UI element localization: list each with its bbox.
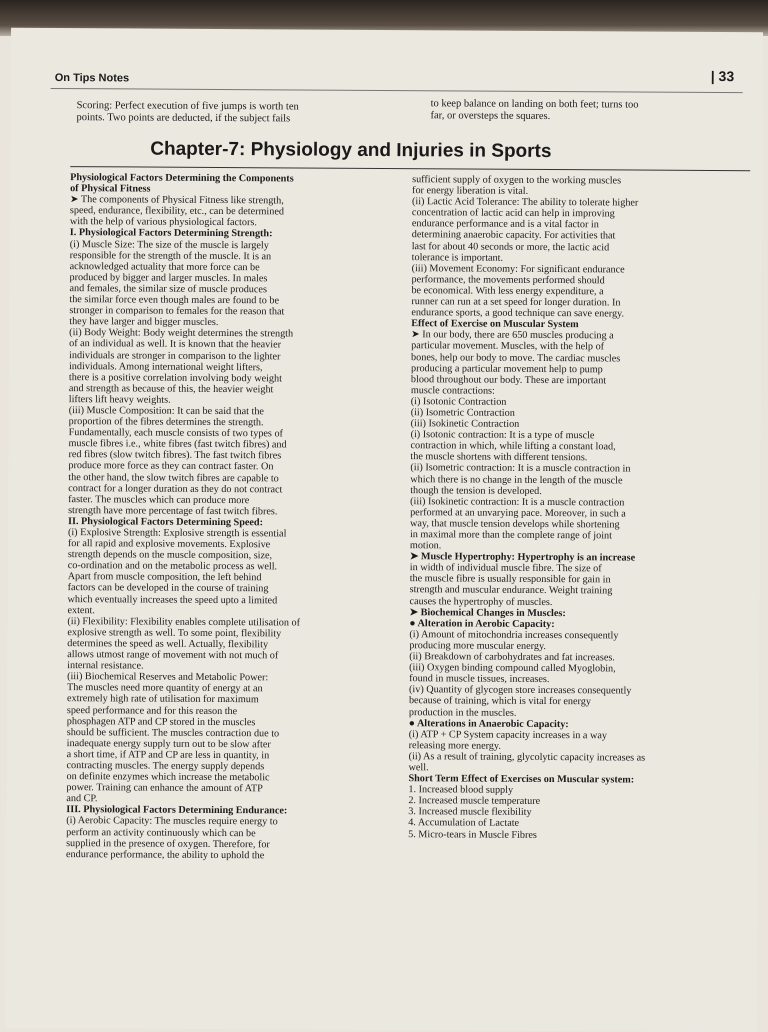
text-line: the muscle fibre is usually responsible for gain in: [409, 573, 611, 586]
text-line: contraction in which, while lifting a constant load,: [410, 440, 616, 453]
text-line: of Physical Fitness: [70, 183, 151, 195]
text-line: II. Physiological Factors Determining Speed:: [68, 515, 264, 529]
text-line: production in the muscles.: [408, 706, 517, 719]
text-line: produced by bigger and larger muscles. In males: [69, 271, 268, 285]
text-line: (iv) Quantity of glycogen store increases consequently: [408, 684, 632, 697]
text-line: extent.: [67, 604, 95, 616]
text-line: muscle fibres i.e., white fibres (fast twitch fibres) and: [68, 438, 287, 451]
text-line: points. Two points are deducted, if the subject fails: [76, 112, 291, 125]
text-line: endurance sports, a good technique can save energy.: [411, 307, 625, 320]
text-line: far, or oversteps the squares.: [430, 110, 551, 123]
text-line: way, that muscle tension develops while shortening: [410, 518, 620, 531]
text-line: factors can be developed in the course of training: [67, 582, 269, 595]
text-line: (iii) Isokinetic Contraction: [410, 418, 520, 430]
text-line: concentration of lactic acid can help in improving: [411, 207, 615, 220]
text-line: responsible for the strength of the muscle. It is an: [69, 249, 272, 262]
text-line: perform an activity continuously which can be: [66, 826, 256, 839]
text-line: 3. Increased muscle flexibility: [408, 806, 532, 819]
text-line: last for about 40 seconds or more, the lactic acid: [411, 240, 610, 253]
text-line: strength and muscular endurance. Weight training: [409, 584, 613, 597]
header-divider: [51, 88, 743, 93]
text-line: red fibres (slow twitch fibres). The fast twitch fibres: [68, 449, 282, 462]
text-line: ● Alterations in Anaerobic Capacity:: [408, 717, 569, 730]
text-line: individuals. Among international weight lifters,: [68, 360, 263, 373]
text-line: there is a positive correlation involving body weight: [68, 371, 283, 385]
text-line: (iii) Muscle Composition: It can be said that the: [68, 405, 264, 418]
text-line: bones, help our body to move. The cardiac muscles: [411, 351, 621, 364]
text-line: releasing more energy.: [408, 739, 501, 752]
text-line: I. Physiological Factors Determining Strength:: [69, 227, 273, 240]
text-line: ● Alteration in Aerobic Capacity:: [409, 617, 555, 630]
text-line: tolerance is important.: [411, 251, 504, 264]
text-line: internal resistance.: [67, 660, 144, 672]
text-line: (i) Isotonic Contraction: [410, 396, 507, 408]
text-line: performance, the movements performed should: [411, 274, 605, 287]
text-line: phosphagen ATP and CP stored in the muscles: [66, 715, 256, 728]
text-line: the other hand, the slow twitch fibres are capable to: [68, 471, 279, 484]
text-line: though the tension is developed.: [410, 484, 542, 497]
text-line: (ii) As a result of training, glycolytic capacity increases as: [408, 751, 646, 764]
text-line: and CP.: [66, 793, 98, 805]
text-line: power. Training can enhance the amount of ATP: [66, 782, 263, 795]
text-line: (ii) Body Weight: Body weight determines the strength: [69, 327, 294, 340]
text-line: speed performance and for this reason the: [66, 704, 238, 717]
text-line: sufficient supply of oxygen to the working muscles: [412, 174, 622, 187]
text-line: lifters lift heavy weights.: [68, 393, 171, 406]
text-line: be economical. With less energy expenditure, a: [411, 285, 604, 298]
text-line: a short time, if ATP and CP are less in quantity, in: [66, 748, 270, 762]
text-line: determining anaerobic capacity. For activities that: [411, 229, 616, 242]
text-line: for energy liberation is vital.: [412, 185, 529, 197]
text-line: Scoring: Perfect execution of five jumps is worth ten: [76, 100, 299, 113]
text-line: (iii) Oxygen binding compound called Myoglobin,: [409, 662, 616, 675]
text-line: contract for a longer duration as they do not contract: [68, 482, 283, 496]
text-line: proportion of the fibres determines the strength.: [68, 416, 264, 429]
text-line: and females, the similar size of muscle produces: [69, 283, 267, 296]
text-line: explosive strength as well. To some point, flexibility: [67, 626, 282, 640]
text-line: motion.: [409, 540, 442, 552]
page-number: | 33: [710, 67, 735, 85]
text-line: they have larger and bigger muscles.: [69, 316, 219, 329]
text-line: well.: [408, 762, 429, 774]
text-line: (iii) Movement Economy: For significant endurance: [411, 262, 625, 276]
right-column: [408, 174, 750, 842]
text-line: with the help of various physiological factors.: [69, 216, 257, 229]
text-line: performed at an unvarying pace. Moreover, in such a: [410, 506, 626, 520]
text-line: in width of individual muscle fibre. The size of: [409, 562, 602, 575]
text-line: produce more force as they can contract faster. On: [68, 460, 274, 473]
text-line: determines the speed as well. Actually, flexibility: [67, 638, 269, 651]
text-line: ➤ In our body, there are 650 muscles producing a: [411, 329, 614, 342]
text-line: (ii) Flexibility: Flexibility enables complete utilisation of: [67, 615, 301, 629]
text-line: in maximal more than the complete range of joint: [409, 529, 613, 542]
scoring-text: [76, 100, 376, 126]
text-line: speed, endurance, flexibility, etc., can be determined: [69, 205, 285, 218]
title-divider: [70, 166, 750, 171]
text-line: Short Term Effect of Exercises on Muscular system:: [408, 773, 635, 786]
text-line: Fundamentally, each muscle consists of two types of: [68, 427, 283, 440]
text-line: (ii) Isometric Contraction: [410, 407, 515, 419]
chapter-title: Chapter-7: Physiology and Injuries in Sports: [150, 138, 552, 163]
text-line: to keep balance on landing on both feet; turns too: [430, 98, 639, 111]
text-line: (i) Amount of mitochondria increases consequently: [409, 629, 619, 642]
text-line: 5. Micro-tears in Muscle Fibres: [408, 828, 537, 841]
text-line: runner can run at a set speed for longer duration. In: [411, 296, 621, 309]
text-line: ➤ The components of Physical Fitness like strength,: [69, 194, 284, 207]
text-line: Physiological Factors Determining the Components: [70, 172, 294, 185]
text-line: ➤ Muscle Hypertrophy: Hypertrophy is an increase: [409, 551, 636, 564]
text-line: contracting muscles. The energy supply depends: [66, 760, 265, 773]
text-line: Effect of Exercise on Muscular System: [411, 318, 579, 331]
text-line: (ii) Lactic Acid Tolerance: The ability to tolerate higher: [411, 196, 639, 209]
text-line: producing a particular movement help to pump: [410, 362, 603, 375]
text-line: inadequate energy supply turn out to be slow after: [66, 737, 271, 751]
text-line: blood throughout our body. These are important: [410, 373, 607, 387]
text-line: (iii) Isokinetic contraction: It is a muscle contraction: [410, 495, 625, 509]
text-line: found in muscle tissues, increases.: [409, 673, 550, 686]
text-line: 1. Increased blood supply: [408, 784, 514, 796]
text-line: allows utmost range of movement with not much of: [67, 649, 279, 662]
text-line: because of training, which is vital for energy: [408, 695, 591, 708]
text-line: for all rapid and explosive movements. Explosive: [67, 538, 271, 551]
text-line: extremely high rate of utilisation for maximum: [66, 693, 259, 706]
text-line: Apart from muscle composition, the left behind: [67, 571, 262, 584]
text-line: particular movement. Muscles, with the help of: [411, 340, 605, 353]
text-line: supplied in the presence of oxygen. Therefore, for: [66, 837, 270, 850]
text-line: acknowledged actuality that more force can be: [69, 260, 260, 273]
text-line: which eventually increases the speed upto a limited: [67, 593, 278, 606]
text-line: endurance performance, the ability to uphold the: [65, 848, 265, 861]
text-line: 4. Accumulation of Lactate: [408, 817, 520, 830]
text-line: The muscles need more quantity of energy at an: [66, 682, 263, 695]
text-line: the similar force even though males are found to be: [69, 294, 280, 307]
text-line: (ii) Isometric contraction: It is a muscle contraction in: [410, 462, 631, 475]
text-line: (i) Explosive Strength: Explosive strength is essential: [67, 527, 287, 540]
text-line: and strength as because of this, the heavier weight: [68, 382, 274, 396]
scoring-continued: [430, 98, 748, 124]
text-line: which there is no change in the length of the muscle: [410, 473, 623, 486]
text-line: strength have more percentage of fast twitch fibres.: [68, 504, 278, 518]
text-line: (i) Aerobic Capacity: The muscles require energy to: [66, 815, 278, 828]
text-line: muscle contractions:: [410, 384, 495, 397]
text-line: causes the hypertrophy of muscles.: [409, 595, 553, 608]
text-line: faster. The muscles which can produce more: [68, 493, 250, 506]
text-line: should be sufficient. The muscles contraction due to: [66, 726, 280, 740]
text-line: (ii) Breakdown of carbohydrates and fat increases.: [409, 651, 615, 664]
running-header: On Tips Notes: [54, 71, 130, 85]
left-column: [66, 172, 398, 862]
text-line: III. Physiological Factors Determining Endurance:: [66, 804, 288, 817]
text-line: endurance performance and is a vital factor in: [411, 218, 599, 231]
text-line: 2. Increased muscle temperature: [408, 795, 541, 808]
text-line: individuals are stronger in comparison to the lighter: [69, 349, 281, 362]
text-line: (i) ATP + CP System capacity increases in a way: [408, 728, 608, 742]
book-page: [5, 28, 763, 1032]
text-line: (i) Muscle Size: The size of the muscle is largely: [69, 238, 269, 251]
text-line: of an individual as well. It is known that the heavier: [69, 338, 282, 351]
text-line: producing more muscular energy.: [409, 640, 546, 652]
text-line: stronger in comparison to females for the reason that: [69, 305, 285, 318]
text-line: (iii) Biochemical Reserves and Metabolic Power:: [67, 671, 269, 684]
text-line: on definite enzymes which increase the metabolic: [66, 771, 270, 784]
text-line: (i) Isotonic contraction: It is a type of muscle: [410, 429, 595, 442]
text-line: the muscle shortens with different tensions.: [410, 451, 588, 464]
text-line: co-ordination and on the metabolic process as well.: [67, 560, 278, 573]
text-line: strength depends on the muscle composition, size,: [67, 549, 273, 562]
text-line: ➤ Biochemical Changes in Muscles:: [409, 606, 566, 619]
